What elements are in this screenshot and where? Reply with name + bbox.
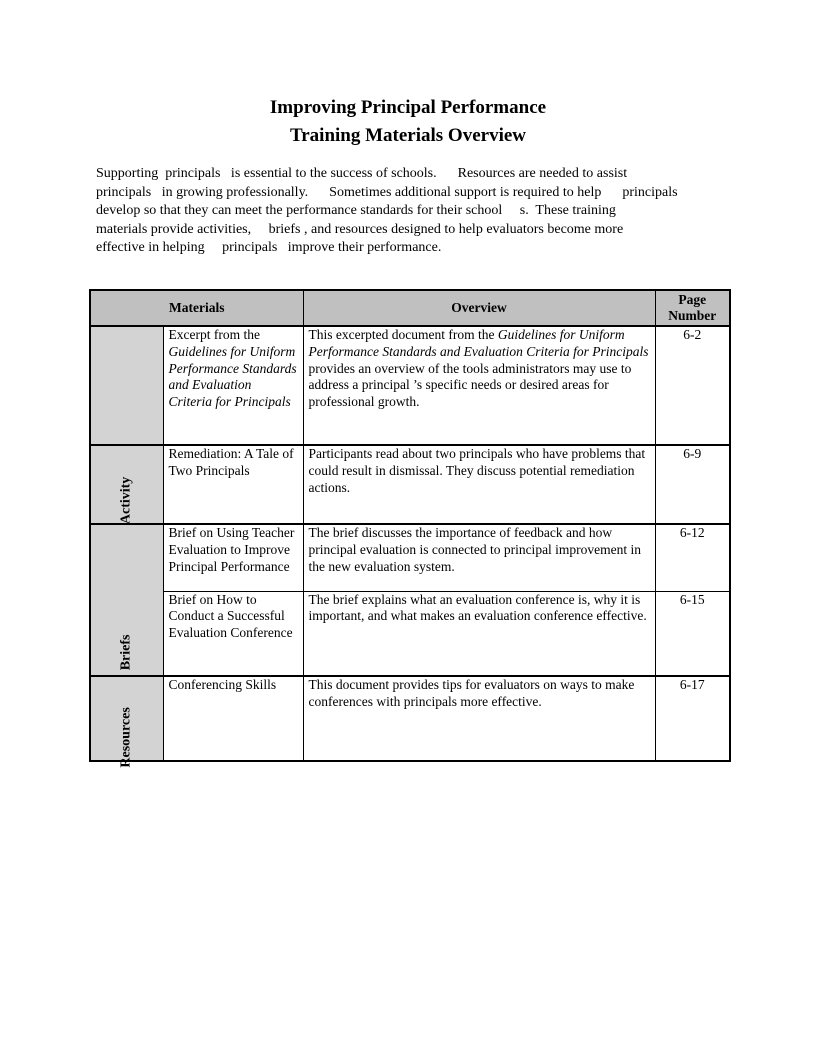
category-cell bbox=[90, 524, 163, 676]
table-row bbox=[90, 591, 730, 676]
intro-line: Supporting principals is essential to the success of schools. Resources are needed to assist bbox=[96, 166, 628, 181]
intro-paragraph bbox=[96, 165, 726, 258]
overview-cell: The brief discusses the importance of feedback and how principal evaluation is connected to principal improvement in the new evaluation system. bbox=[303, 524, 655, 591]
material-cell: Remediation: A Tale of Two Principals bbox=[163, 445, 303, 524]
header-page-number: Page Number bbox=[655, 290, 730, 326]
intro-line: effective in helping principals improve their performance. bbox=[96, 240, 442, 256]
overview-cell: This document provides tips for evaluators on ways to make conferences with principals more effective. bbox=[303, 676, 655, 761]
category-label-briefs: Briefs bbox=[118, 634, 134, 671]
document-subtitle: Training Materials Overview bbox=[289, 125, 527, 146]
page-number-cell: 6-15 bbox=[655, 591, 730, 676]
category-label-resources: Resources bbox=[118, 707, 134, 768]
header-overview: Overview bbox=[303, 290, 655, 326]
page-number-cell: 6-9 bbox=[655, 445, 730, 524]
table-header-row bbox=[90, 290, 730, 326]
overview-cell bbox=[303, 326, 655, 445]
overview-text: This excerpted document from the bbox=[308, 327, 498, 342]
document-title: Improving Principal Performance bbox=[269, 97, 547, 118]
materials-table bbox=[89, 289, 731, 768]
category-cell bbox=[90, 326, 163, 445]
page-number-cell: 6-2 bbox=[655, 326, 730, 445]
intro-line: materials provide activities, briefs , and resources designed to help evaluators become more bbox=[96, 221, 624, 237]
table-row bbox=[90, 326, 730, 445]
material-cell: Brief on How to Conduct a Successful Evaluation Conference bbox=[163, 591, 303, 676]
page-number-cell: 6-17 bbox=[655, 676, 730, 761]
material-cell bbox=[163, 326, 303, 445]
material-text: Excerpt from the bbox=[168, 327, 260, 342]
table-row bbox=[90, 524, 730, 591]
table-row bbox=[90, 445, 730, 524]
category-cell bbox=[90, 676, 163, 768]
intro-line: develop so that they can meet the performance standards for their school s. These training bbox=[96, 203, 616, 219]
header-materials: Materials bbox=[90, 290, 303, 326]
overview-text: provides an overview of the tools administrators may use to address a principal ’s specific needs or desired areas for professional growth. bbox=[308, 360, 632, 410]
overview-cell: The brief explains what an evaluation conference is, why it is important, and what makes an evaluation conference effective. bbox=[303, 591, 655, 676]
material-cell: Brief on Using Teacher Evaluation to Improve Principal Performance bbox=[163, 524, 303, 591]
page-number-cell: 6-12 bbox=[655, 524, 730, 591]
material-cell: Conferencing Skills bbox=[163, 676, 303, 761]
intro-line: principals in growing professionally. Sometimes additional support is required to help principals bbox=[96, 184, 678, 200]
overview-cell: Participants read about two principals who have problems that could result in dismissal. They discuss potential remediation actions. bbox=[303, 445, 655, 524]
category-label-activity: Activity bbox=[118, 476, 134, 525]
overview-italic-text: Guidelines for Uniform Performance Standards and Evaluation Criteria for Principals bbox=[308, 327, 649, 359]
table-row bbox=[90, 676, 730, 761]
material-italic-text: Guidelines for Uniform Performance Standards and Evaluation Criteria for Principals bbox=[168, 343, 297, 410]
category-cell bbox=[90, 445, 163, 524]
